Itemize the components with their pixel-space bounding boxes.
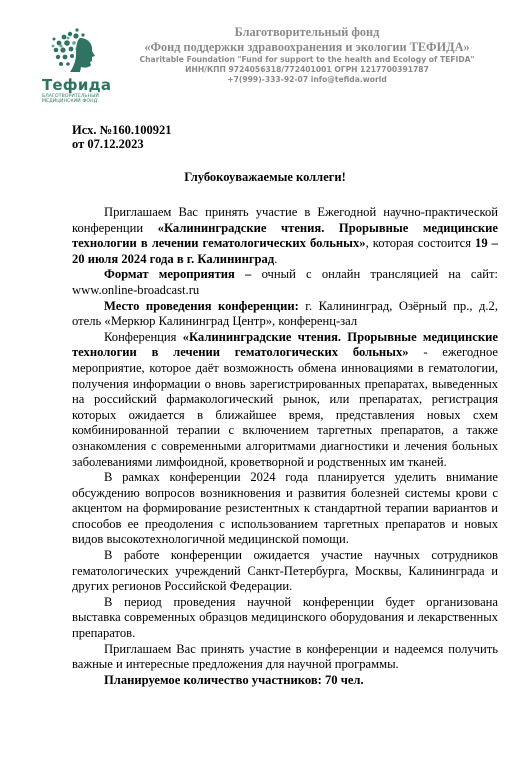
letterhead-contacts: +7(999)-333-92-07 info@tefida.world <box>227 75 387 84</box>
letterhead-line2: «Фонд поддержки здравоохранения и экологии ТЕФИДА» <box>144 40 470 54</box>
paragraph-format: Формат мероприятия – очный с онлайн трансляцией на сайт: www.online-broadcast.ru <box>72 267 499 297</box>
letterhead-line1: Благотворительный фонд <box>234 25 380 39</box>
outgoing-reference <box>72 123 172 151</box>
letterhead-line3: Charitable Foundation "Fund for support to the health and Ecology of TEFIDA" <box>139 55 475 64</box>
foundation-logo <box>42 26 112 110</box>
reference-date: от 07.12.2023 <box>72 137 144 151</box>
paragraph-description: Конференция «Калининградские чтения. Прорывные медицинские технологии в лечении гематологических больных» - ежегодное мероприятие, которое даёт возможность обмена инновациями в гематологии, получения информации о вновь зарегистрированных препаратах, выведенных на российский фармакологический рынок, или препаратах, регистрация которых ожидается в ближайшее время, представления новых схем комбинированной терапии с включением таргетных препаратов, а также ознакомления с современными алгоритмами диагностики и лечения больных заболеваниями лимфоидной, кроветворной и родственных им тканей. <box>72 329 498 469</box>
logo-subtitle: БЛАГОТВОРИТЕЛЬНЫЙ МЕДИЦИНСКИЙ ФОНД <box>42 94 99 105</box>
letter-body <box>72 205 498 688</box>
paragraph-attendance: Планируемое количество участников: 70 чел. <box>104 672 364 687</box>
reference-number: Исх. №160.100921 <box>72 123 172 137</box>
tree-head-logo-icon <box>50 26 102 76</box>
paragraph-participants: В работе конференции ожидается участие научных сотрудников гематологических учреждений Санкт-Петербурга, Москвы, Калининграда и других регионов Российской Федерации. <box>72 548 498 594</box>
letterhead <box>112 25 502 85</box>
paragraph-venue: Место проведения конференции: г. Калининград, Озёрный пр., д.2, отель «Меркюр Калининград Центр», конференц-зал <box>72 298 498 329</box>
salutation: Глубокоуважаемые коллеги! <box>184 170 346 184</box>
logo-name: Тефида <box>42 76 112 94</box>
broadcast-website-link[interactable]: www.online-broadcast.ru <box>72 282 200 297</box>
paragraph-closing: Приглашаем Вас принять участие в конференции и надеемся получить важные и интересные предложения для научной программы. <box>72 641 498 672</box>
paragraph-invitation: Приглашаем Вас принять участие в Ежегодной научно-практической конференции «Калининградские чтения. Прорывные медицинские технологии в лечении гематологических больных», которая состоится 19 – 20 июля 2024 года в г. Калининград. <box>72 205 498 266</box>
letterhead-requisites: ИНН/КПП 9724056318/772401001 ОГРН 1217700391787 <box>185 65 429 74</box>
paragraph-exhibition: В период проведения научной конференции будет организована выставка современных образцов медицинского оборудования и лекарственных препаратов. <box>72 594 498 641</box>
paragraph-topics: В рамках конференции 2024 года планируется уделить внимание обсуждению вопросов возникновения и развития болезней системы крови с акцентом на формирование резистентных к стандартной терапии вариантов и способов ее преодоления с использованием таргетных препаратов и новых видов высокотехнологичной медицинской помощи. <box>72 470 498 547</box>
